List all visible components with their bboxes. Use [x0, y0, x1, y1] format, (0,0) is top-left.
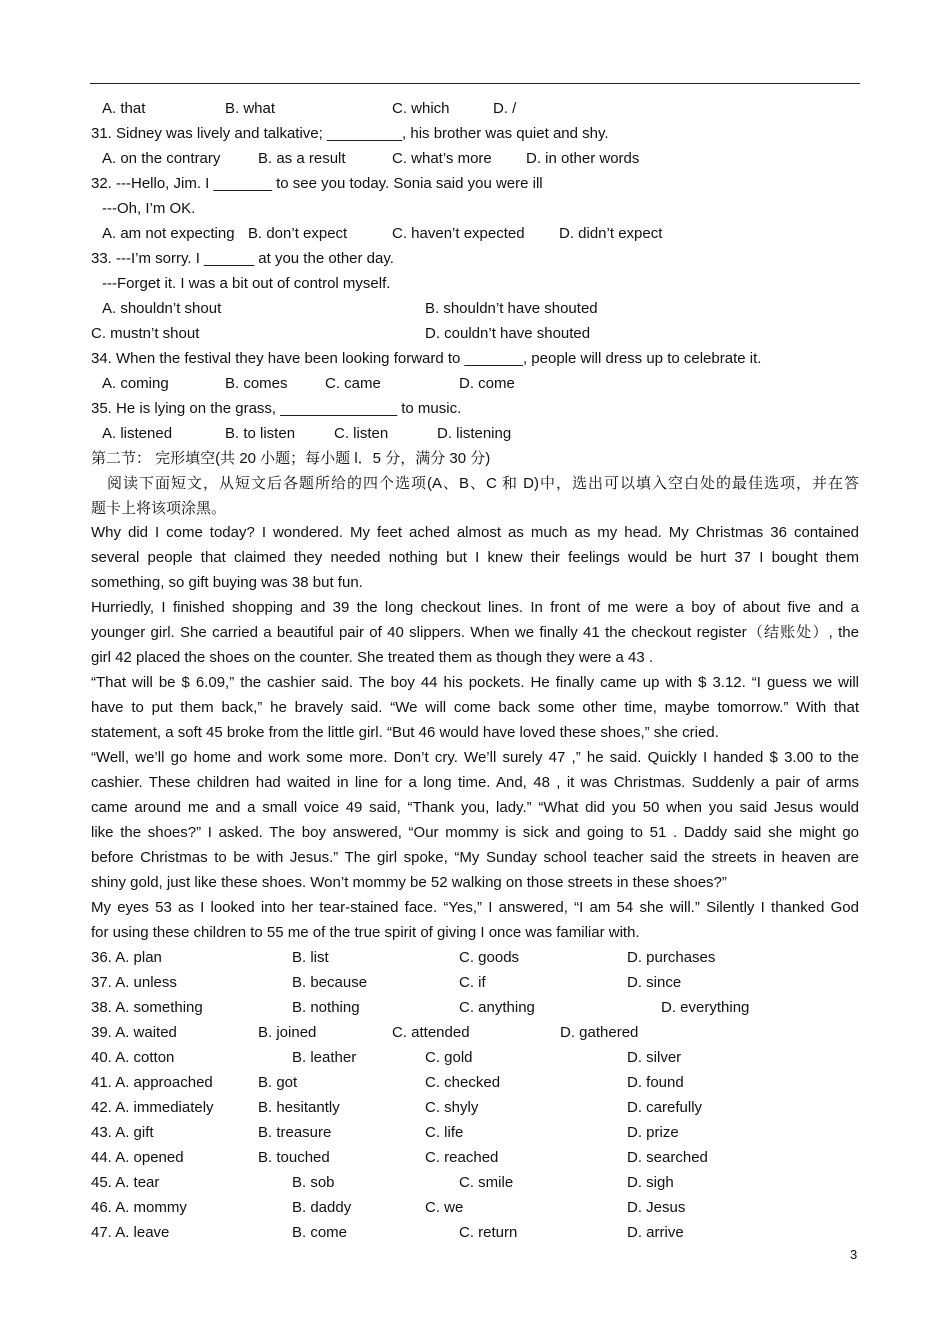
question-31-options: [91, 146, 859, 171]
option-b: B. list: [292, 949, 329, 966]
option-d: D. didn’t expect: [559, 225, 663, 242]
passage-line: My eyes 53 as I looked into her tear-stained face. “Yes,” I answered, “I am 54 she will.” Silently I thanked God: [91, 899, 859, 916]
option-d: D. in other words: [526, 150, 640, 167]
option-a: 45. A. tear: [91, 1174, 160, 1191]
option-b: B. comes: [225, 375, 288, 392]
option-d: D. everything: [661, 999, 750, 1016]
option-a: 39. A. waited: [91, 1024, 177, 1041]
option-a: A. shouldn’t shout: [102, 300, 222, 317]
option-c: C. reached: [425, 1149, 499, 1166]
option-b: B. to listen: [225, 425, 296, 442]
cloze-item-row: [91, 1220, 859, 1245]
question-33-options-row1: [91, 296, 859, 321]
option-d: D. prize: [627, 1124, 679, 1141]
option-a: 36. A. plan: [91, 949, 162, 966]
cloze-item-row: [91, 945, 859, 970]
option-c: C. if: [459, 974, 486, 991]
option-d: D. purchases: [627, 949, 716, 966]
option-d: D. silver: [627, 1049, 682, 1066]
option-b: B. hesitantly: [258, 1099, 340, 1116]
option-b: B. got: [258, 1074, 298, 1091]
question-35-stem: 35. He is lying on the grass, ______________ to music.: [91, 400, 462, 417]
section-instruction-cont: 题卡上将该项涂黑。: [91, 500, 227, 517]
option-d: D. searched: [627, 1149, 708, 1166]
passage-line: Hurriedly, I finished shopping and 39 the long checkout lines. In front of me were a boy of about five and a: [91, 599, 859, 616]
option-b: B. because: [292, 974, 368, 991]
passage-line: “Well, we’ll go home and work some more. Don’t cry. We’ll surely 47 ,” he said. Quickly I handed $ 3.00 to the: [91, 749, 859, 766]
option-a: 37. A. unless: [91, 974, 177, 991]
option-c: C. what’s more: [392, 150, 492, 167]
passage-line: have to put them back,” he bravely said. “We will come back some other time, maybe tomorrow.” With that: [91, 699, 859, 716]
question-31-stem: 31. Sidney was lively and talkative; _________, his brother was quiet and shy.: [91, 125, 609, 142]
option-c: C. haven’t expected: [392, 225, 525, 242]
question-33-stem: 33. ---I’m sorry. I ______ at you the other day.: [91, 250, 394, 267]
cloze-item-row: [91, 1020, 859, 1045]
option-b: B. sob: [292, 1174, 335, 1191]
option-d: D. carefully: [627, 1099, 703, 1116]
option-c: C. listen: [334, 425, 389, 442]
option-a: 42. A. immediately: [91, 1099, 214, 1116]
passage-line: several people that claimed they needed nothing but I knew their feelings would be hurt 37 I bought them: [91, 549, 859, 566]
option-b: B. shouldn’t have shouted: [425, 300, 598, 317]
option-c: C. mustn’t shout: [91, 325, 200, 342]
option-d: D. gathered: [560, 1024, 639, 1041]
passage-line: cashier. These children had waited in line for a long time. And, 48 , it was Christmas. Suddenly a pair of arms: [91, 774, 859, 791]
question-34-stem: 34. When the festival they have been looking forward to _______, people will dress up to celebrate it.: [91, 350, 762, 367]
question-34-options: [91, 371, 859, 396]
option-c: C. which: [392, 100, 450, 117]
header-rule: [90, 83, 860, 84]
option-d: D. sigh: [627, 1174, 674, 1191]
question-32-stem: 32. ---Hello, Jim. I _______ to see you today. Sonia said you were ill: [91, 175, 543, 192]
page-number: 3: [850, 1247, 858, 1262]
option-a: A. on the contrary: [102, 150, 221, 167]
option-a: 46. A. mommy: [91, 1199, 187, 1216]
option-a: A. coming: [102, 375, 169, 392]
cloze-item-row: [91, 1095, 859, 1120]
option-a: 38. A. something: [91, 999, 203, 1016]
option-a: A. am not expecting: [102, 225, 235, 242]
option-c: C. came: [325, 375, 381, 392]
option-d: D. couldn’t have shouted: [425, 325, 591, 342]
cloze-item-row: [91, 1070, 859, 1095]
question-35-options: [91, 421, 859, 446]
passage-line: Why did I come today? I wondered. My feet ached almost as much as my head. My Christmas 36 contained: [91, 524, 859, 541]
cloze-item-row: [91, 1170, 859, 1195]
option-a: 44. A. opened: [91, 1149, 184, 1166]
option-b: B. come: [292, 1224, 348, 1241]
top-options-row: [91, 96, 859, 121]
option-c: C. goods: [459, 949, 520, 966]
section-heading: 第二节： 完形填空(共 20 小题；每小题 l．5 分，满分 30 分): [91, 450, 491, 467]
option-c: C. anything: [459, 999, 535, 1016]
option-d: D. arrive: [627, 1224, 684, 1241]
option-d: D. come: [459, 375, 515, 392]
option-b: B. treasure: [258, 1124, 332, 1141]
option-a: 40. A. cotton: [91, 1049, 175, 1066]
option-b: B. what: [225, 100, 276, 117]
cloze-item-row: [91, 1195, 859, 1220]
option-d: D. /: [493, 100, 517, 117]
question-32-options: [91, 221, 859, 246]
option-c: C. life: [425, 1124, 464, 1141]
question-33-reply: ---Forget it. I was a bit out of control myself.: [102, 275, 391, 292]
option-a: A. that: [102, 100, 146, 117]
passage-line: something, so gift buying was 38 but fun.: [91, 574, 363, 591]
cloze-item-row: [91, 1045, 859, 1070]
option-c: C. shyly: [425, 1099, 479, 1116]
option-b: B. touched: [258, 1149, 330, 1166]
passage-line: girl 42 placed the shoes on the counter. She treated them as though they were a 43 .: [91, 649, 654, 666]
option-b: B. nothing: [292, 999, 360, 1016]
question-33-options-row2: [91, 321, 859, 346]
option-d: D. found: [627, 1074, 684, 1091]
option-a: 47. A. leave: [91, 1224, 170, 1241]
passage-line: “That will be $ 6.09,” the cashier said. The boy 44 his pockets. He finally came up with $ 3.12. “I guess we will: [91, 674, 859, 691]
option-a: A. listened: [102, 425, 173, 442]
cloze-item-row: [91, 1145, 859, 1170]
option-c: C. gold: [425, 1049, 473, 1066]
passage-line: like the shoes?” I asked. The boy answered, “Our mommy is sick and going to 51 . Daddy said she might go: [91, 824, 859, 841]
passage-line: younger girl. She carried a beautiful pair of 40 slippers. When we finally 41 the checkout register（结账处）, the: [91, 624, 859, 641]
option-b: B. joined: [258, 1024, 317, 1041]
option-c: C. attended: [392, 1024, 470, 1041]
option-a: 41. A. approached: [91, 1074, 213, 1091]
option-b: B. as a result: [258, 150, 346, 167]
option-b: B. don’t expect: [248, 225, 348, 242]
cloze-item-row: [91, 1120, 859, 1145]
passage-line: came around me and a small voice 49 said, “Thank you, lady.” “What did you 50 when you said Jesus would: [91, 799, 859, 816]
section-instruction: 阅读下面短文，从短文后各题所给的四个选项(A、B、C 和 D)中，选出可以填入空白处的最佳选项，并在答: [107, 475, 859, 492]
passage-line: before Christmas to be with Jesus.” The girl spoke, “My Sunday school teacher said the streets in heaven are: [91, 849, 859, 866]
passage-line: statement, a soft 45 broke from the little girl. “But 46 would have loved these shoes,” she cried.: [91, 724, 719, 741]
passage-line: for using these children to 55 me of the true spirit of giving I once was familiar with.: [91, 924, 640, 941]
option-c: C. return: [459, 1224, 518, 1241]
cloze-item-row: [91, 970, 859, 995]
passage-line: shiny gold, just like these shoes. Won’t mommy be 52 walking on those streets in these shoes?”: [91, 874, 727, 891]
option-c: C. smile: [459, 1174, 514, 1191]
option-d: D. Jesus: [627, 1199, 686, 1216]
cloze-item-row: [91, 995, 859, 1020]
question-32-reply: ---Oh, I’m OK.: [102, 200, 196, 217]
option-d: D. since: [627, 974, 682, 991]
option-a: 43. A. gift: [91, 1124, 154, 1141]
option-b: B. daddy: [292, 1199, 352, 1216]
option-c: C. we: [425, 1199, 464, 1216]
option-d: D. listening: [437, 425, 512, 442]
option-b: B. leather: [292, 1049, 357, 1066]
option-c: C. checked: [425, 1074, 501, 1091]
